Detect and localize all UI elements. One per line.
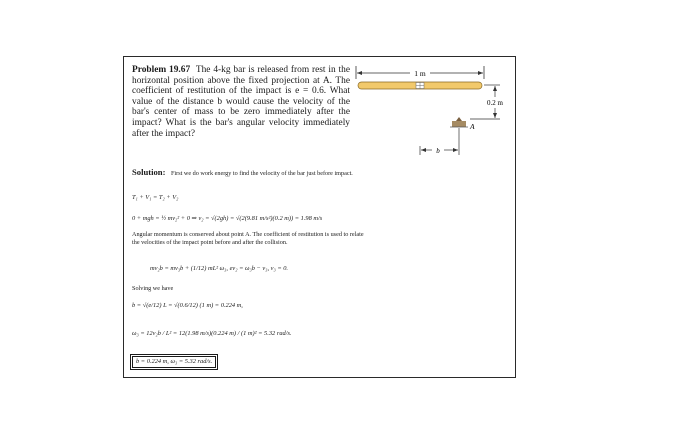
velocity-equation: 0 + mgh = ½ mv₂² + 0 ⇒ v₂ = √(2gh) = √(2(9.81 m/s²)(0.2 m)) = 1.98 m/s xyxy=(132,215,323,222)
energy-equation: T₁ + V₁ = T₂ + V₂ xyxy=(132,194,179,201)
b-equation: b = √(e/12) L = √(0.6/12) (1 m) = 0.224 m, xyxy=(132,302,243,309)
point-label: A xyxy=(470,122,475,131)
impact-point-A xyxy=(456,117,462,121)
height-label: 0.2 m xyxy=(487,99,503,107)
distance-label: b xyxy=(436,147,440,155)
answer-box: b = 0.224 m, ω₃ = 5.32 rad/s. xyxy=(132,356,216,368)
projection-block xyxy=(452,121,466,127)
solving-text: Solving we have xyxy=(132,285,174,292)
momentum-equation: mv₂b = mv₃b + (1/12) mL² ω₃, ev₂ = ω₃b − v₃, v₃ = 0. xyxy=(150,265,289,272)
solution-intro xyxy=(132,168,364,178)
arrowhead-left xyxy=(357,71,362,75)
solution-heading: Solution: xyxy=(132,167,166,177)
length-label: 1 m xyxy=(414,69,426,78)
problem-statement xyxy=(132,65,350,139)
angular-momentum-text: Angular momentum is conserved about point A. The coefficient of restitution is used to relate the velocities of the impact point before and after the collision. xyxy=(132,231,364,247)
bar-figure xyxy=(352,62,522,162)
problem-label: Problem 19.67 xyxy=(132,65,191,75)
solution-intro-text: First we do work energy to find the velocity of the bar just before impact. xyxy=(170,170,353,177)
arrowhead-right xyxy=(478,71,483,75)
problem-text: The 4-kg bar is released from rest in the horizontal position above the fixed projection at A. The coefficient of restitution of the impact is e = 0.6. What value of the distance b would cause the velocity of the bar's center of mass to be zero immediately after the impact? What is the bar's angular velocity immediately after the impact? xyxy=(132,65,350,139)
omega-equation: ω₃ = 12v₂b / L² = 12(1.98 m/s)(0.224 m) / (1 m)² = 5.32 rad/s. xyxy=(132,330,292,337)
